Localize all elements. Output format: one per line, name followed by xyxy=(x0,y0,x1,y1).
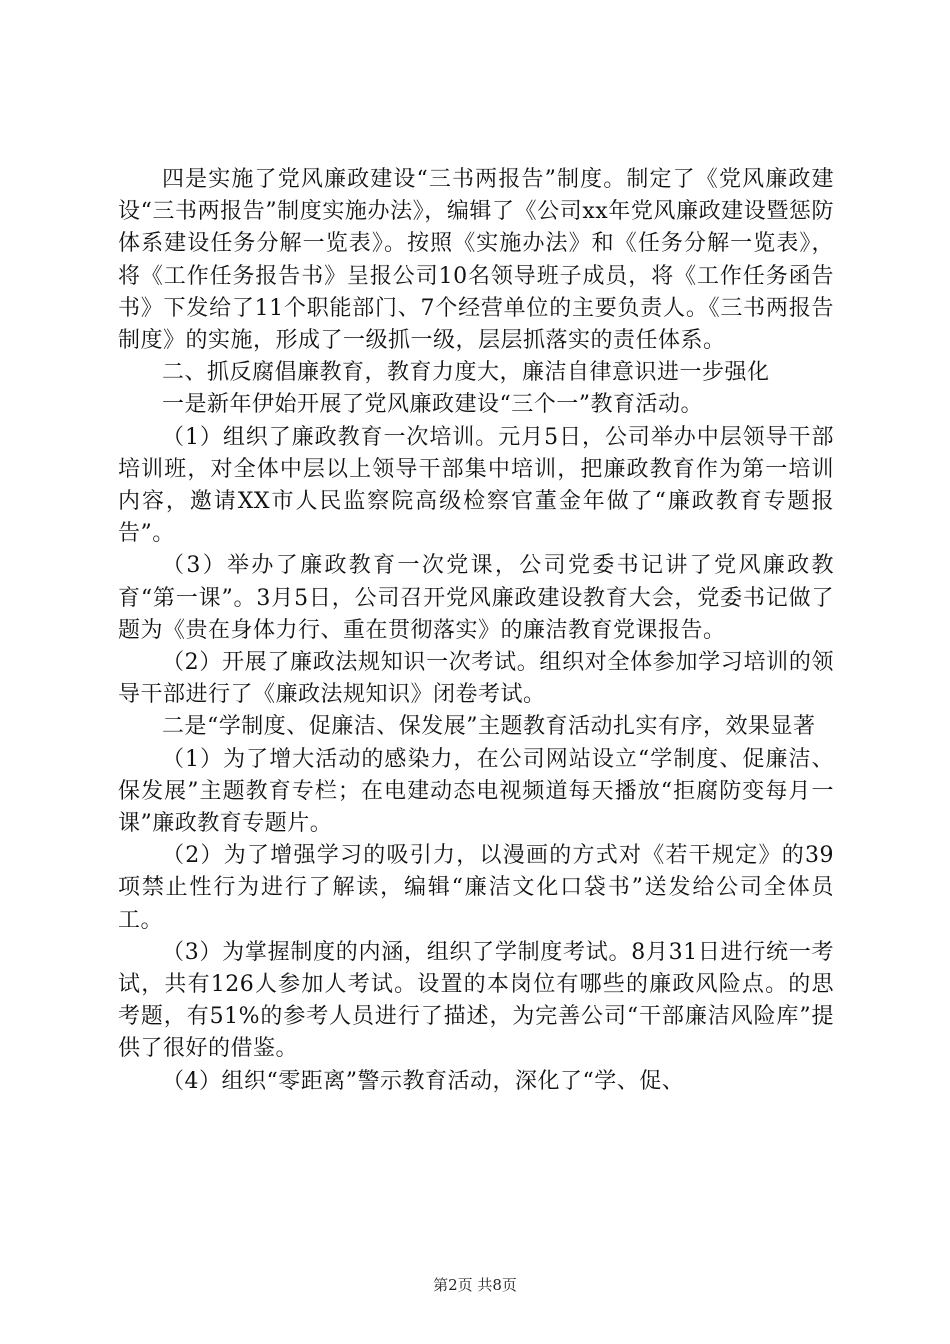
section-heading-anti-corruption-education: 二、抓反腐倡廉教育，教育力度大，廉洁自律意识进一步强化 xyxy=(162,360,770,386)
page-number-footer: 第2页 共8页 xyxy=(433,1276,517,1294)
paragraph-training: （1）组织了廉政教育一次培训。元月5日，公司举办中层领导干部培训班，对全体中层以上领导干部集中培训，把廉政教育作为第一培训内容，邀请XX市人民监察院高级检察官董金年做了“廉政教育专题报告”。 xyxy=(118,424,834,547)
document-body xyxy=(118,164,834,1098)
paragraph-new-year-activity: 一是新年伊始开展了党风廉政建设“三个一”教育活动。 xyxy=(162,392,703,418)
paragraph-warning-education: （4）组织“零距离”警示教育活动，深化了“学、促、 xyxy=(162,1068,685,1094)
paragraph-exam: （2）开展了廉政法规知识一次考试。组织对全体参加学习培训的领导干部进行了《廉政法规知识》闭卷考试。 xyxy=(118,650,834,708)
paragraph-comic-interpretation: （2）为了增强学习的吸引力，以漫画的方式对《若干规定》的39项禁止性行为进行了解读，编辑“廉洁文化口袋书”送发给公司全体员工。 xyxy=(118,843,834,933)
paragraph-theme-education: 二是“学制度、促廉洁、保发展”主题教育活动扎实有序，效果显著 xyxy=(162,714,816,740)
paragraph-system-exam: （3）为掌握制度的内涵，组织了学制度考试。8月31日进行统一考试，共有126人参加人考试。设置的本岗位有哪些的廉政风险点。的思考题，有51%的参考人员进行了描述，为完善公司“干部廉洁风险库”提供了很好的借鉴。 xyxy=(118,939,834,1062)
paragraph-party-lecture: （3）举办了廉政教育一次党课，公司党委书记讲了党风廉政教育“第一课”。3月5日，公司召开党风廉政建设教育大会，党委书记做了题为《贵在身体力行、重在贯彻落实》的廉洁教育党课报告。 xyxy=(118,553,834,643)
paragraph-website-column: （1）为了增大活动的感染力，在公司网站设立“学制度、促廉洁、保发展”主题教育专栏；在电建动态电视频道每天播放“拒腐防变每月一课”廉政教育专题片。 xyxy=(118,746,834,837)
paragraph-three-books-two-reports: 四是实施了党风廉政建设“三书两报告”制度。制定了《党风廉政建设“三书两报告”制度实施办法》，编辑了《公司xx年党风廉政建设暨惩防体系建设任务分解一览表》。按照《实施办法》和《任务分解一览表》，将《工作任务报告书》呈报公司10名领导班子成员，将《工作任务函告书》下发给了11个职能部门、7个经营单位的主要负责人。《三书两报告制度》的实施，形成了一级抓一级，层层抓落实的责任体系。 xyxy=(118,167,834,354)
